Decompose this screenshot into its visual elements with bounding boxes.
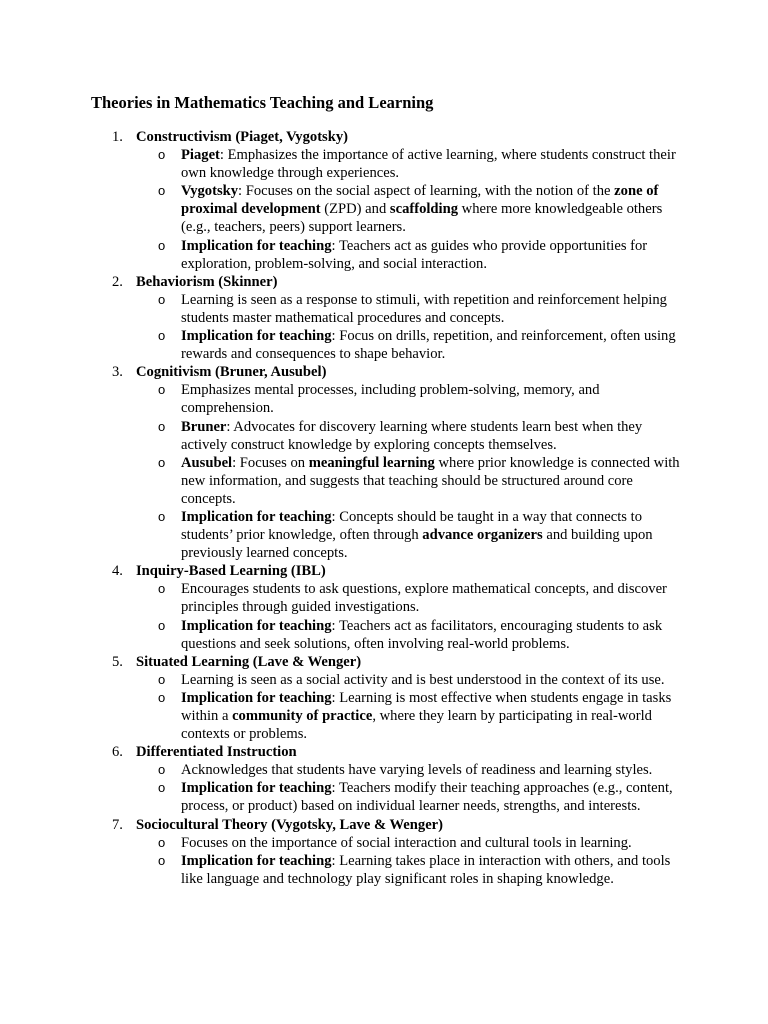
bold-term: Implication for teaching — [181, 852, 332, 869]
bold-term: meaningful learning — [308, 454, 435, 471]
bullet-point — [0, 852, 768, 888]
text-run: (ZPD) and — [320, 201, 390, 218]
theory-item — [0, 653, 768, 743]
bullet-point — [0, 146, 768, 182]
bullet-text — [181, 146, 681, 182]
bullet-marker: o — [158, 418, 166, 434]
bullet-text — [181, 418, 681, 454]
theory-number: 5. — [112, 653, 123, 670]
bullet-marker: o — [158, 454, 166, 470]
theory-item — [0, 128, 768, 273]
bullet-text — [181, 182, 681, 236]
point-list — [0, 761, 768, 815]
text-run: : Learning is most effective when students engage in tasks within a — [181, 689, 672, 724]
bullet-marker: o — [158, 237, 166, 253]
bullet-marker: o — [158, 183, 166, 199]
bold-term: Implication for teaching — [181, 328, 332, 345]
bullet-point — [0, 779, 768, 815]
point-list — [0, 381, 768, 562]
point-list — [0, 671, 768, 743]
bullet-marker: o — [158, 328, 166, 344]
bullet-text — [181, 381, 681, 417]
theory-number: 6. — [112, 744, 123, 761]
text-run: , where they learn by participating in real-world contexts or problems. — [181, 708, 652, 743]
text-run: : Emphasizes the importance of active learning, where students construct their own knowledge through experiences. — [181, 147, 676, 182]
theory-heading: Differentiated Instruction — [136, 744, 297, 761]
theory-item — [0, 816, 768, 888]
theory-heading: Constructivism (Piaget, Vygotsky) — [136, 129, 349, 145]
bullet-point — [0, 617, 768, 653]
bold-term: Bruner — [181, 418, 227, 435]
bullet-point — [0, 834, 768, 852]
bullet-text — [181, 852, 681, 888]
theory-number: 3. — [112, 364, 123, 381]
bullet-marker: o — [158, 834, 166, 850]
bullet-point — [0, 327, 768, 363]
text-run: Acknowledges that students have varying levels of readiness and learning styles. — [181, 762, 653, 779]
bullet-marker: o — [158, 671, 166, 687]
document-title: Theories in Mathematics Teaching and Learning — [91, 93, 434, 112]
bullet-text — [181, 508, 681, 562]
text-run: : Focuses on the social aspect of learning, with the notion of the — [238, 183, 615, 200]
bullet-point — [0, 381, 768, 417]
bullet-text — [181, 580, 681, 616]
text-run: Encourages students to ask questions, explore mathematical concepts, and discover principles through guided investigations. — [181, 581, 667, 616]
bullet-text — [181, 834, 681, 852]
bullet-text — [181, 291, 681, 327]
theory-number: 4. — [112, 563, 123, 580]
text-run: : Teachers modify their teaching approaches (e.g., content, process, or product) based on individual learner needs, strengths, and interests. — [181, 780, 673, 815]
bullet-text — [181, 327, 681, 363]
theory-heading: Sociocultural Theory (Vygotsky, Lave & Wenger) — [136, 816, 444, 833]
text-run: : Focuses on — [232, 454, 309, 471]
text-run: : Advocates for discovery learning where students learn best when they actively construct knowledge by exploring concepts themselves. — [181, 418, 643, 453]
bullet-marker: o — [158, 617, 166, 633]
bold-term: Implication for teaching — [181, 237, 332, 254]
bold-term: Ausubel — [181, 454, 233, 471]
text-run: Emphasizes mental processes, including problem-solving, memory, and comprehension. — [181, 382, 600, 417]
bullet-marker: o — [158, 291, 166, 307]
theory-heading: Behaviorism (Skinner) — [136, 273, 278, 290]
text-run: where more knowledgeable others (e.g., teachers, peers) support learners. — [181, 201, 663, 236]
text-run: : Learning takes place in interaction with others, and tools like language and technology play significant roles in shaping knowledge. — [181, 852, 671, 887]
bold-term: Vygotsky — [181, 183, 239, 200]
bullet-text — [181, 779, 681, 815]
point-list — [0, 580, 768, 652]
bullet-point — [0, 508, 768, 562]
text-run: : Teachers act as guides who provide opportunities for exploration, problem-solving, and social interaction. — [181, 237, 648, 272]
bold-term: Implication for teaching — [181, 689, 332, 706]
bullet-point — [0, 454, 768, 508]
bullet-point — [0, 671, 768, 689]
theory-item — [0, 743, 768, 815]
theory-heading: Situated Learning (Lave & Wenger) — [136, 653, 362, 670]
bullet-text — [181, 671, 681, 689]
point-list — [0, 146, 768, 273]
theory-number: 7. — [112, 816, 123, 833]
theory-item — [0, 273, 768, 363]
bullet-marker: o — [158, 508, 166, 524]
theory-number: 2. — [112, 273, 123, 290]
text-run: where prior knowledge is connected with new information, and suggests that teaching should be structured around core concepts. — [181, 454, 680, 507]
bullet-point — [0, 761, 768, 779]
bullet-marker: o — [158, 147, 166, 163]
point-list — [0, 291, 768, 363]
bullet-point — [0, 237, 768, 273]
bullet-marker: o — [158, 689, 166, 705]
theory-heading: Inquiry-Based Learning (IBL) — [136, 563, 326, 580]
bullet-point — [0, 689, 768, 743]
bold-term: zone of proximal development — [181, 183, 659, 218]
text-run: Focuses on the importance of social interaction and cultural tools in learning. — [181, 834, 632, 851]
bullet-marker: o — [158, 581, 166, 597]
bold-term: Implication for teaching — [181, 617, 332, 634]
bullet-point — [0, 291, 768, 327]
bold-term: community of practice — [232, 708, 373, 724]
bold-term: Implication for teaching — [181, 780, 332, 797]
text-run: : Concepts should be taught in a way that connects to students’ prior knowledge, often through — [181, 508, 642, 544]
bold-term: scaffolding — [389, 201, 459, 218]
bold-term: Implication for teaching — [181, 508, 332, 525]
theory-list — [0, 128, 768, 888]
bullet-point — [0, 182, 768, 236]
bullet-marker: o — [158, 382, 166, 398]
bold-term: Piaget — [181, 147, 220, 164]
theory-heading: Cognitivism (Bruner, Ausubel) — [136, 364, 327, 381]
bullet-point — [0, 418, 768, 454]
text-run: : Teachers act as facilitators, encouraging students to ask questions and seek solutions, often involving real-world problems. — [181, 617, 663, 652]
text-run: Learning is seen as a response to stimuli, with repetition and reinforcement helping students master mathematical procedures and concepts. — [181, 291, 667, 326]
theory-item — [0, 363, 768, 562]
bullet-marker: o — [158, 780, 166, 796]
bullet-marker: o — [158, 852, 166, 868]
text-run: Learning is seen as a social activity and is best understood in the context of its use. — [181, 671, 665, 688]
bullet-text — [181, 761, 681, 779]
text-run: : Focus on drills, repetition, and reinforcement, often using rewards and consequences to shape behavior. — [181, 328, 676, 363]
bullet-text — [181, 237, 681, 273]
theory-item — [0, 562, 768, 652]
bullet-text — [181, 454, 681, 508]
bullet-text — [181, 617, 681, 653]
bold-term: advance organizers — [422, 527, 543, 544]
bullet-text — [181, 689, 681, 743]
theory-number: 1. — [112, 129, 123, 145]
bullet-marker: o — [158, 762, 166, 778]
text-run: and building upon previously learned concepts. — [181, 527, 653, 562]
point-list — [0, 834, 768, 888]
bullet-point — [0, 580, 768, 616]
